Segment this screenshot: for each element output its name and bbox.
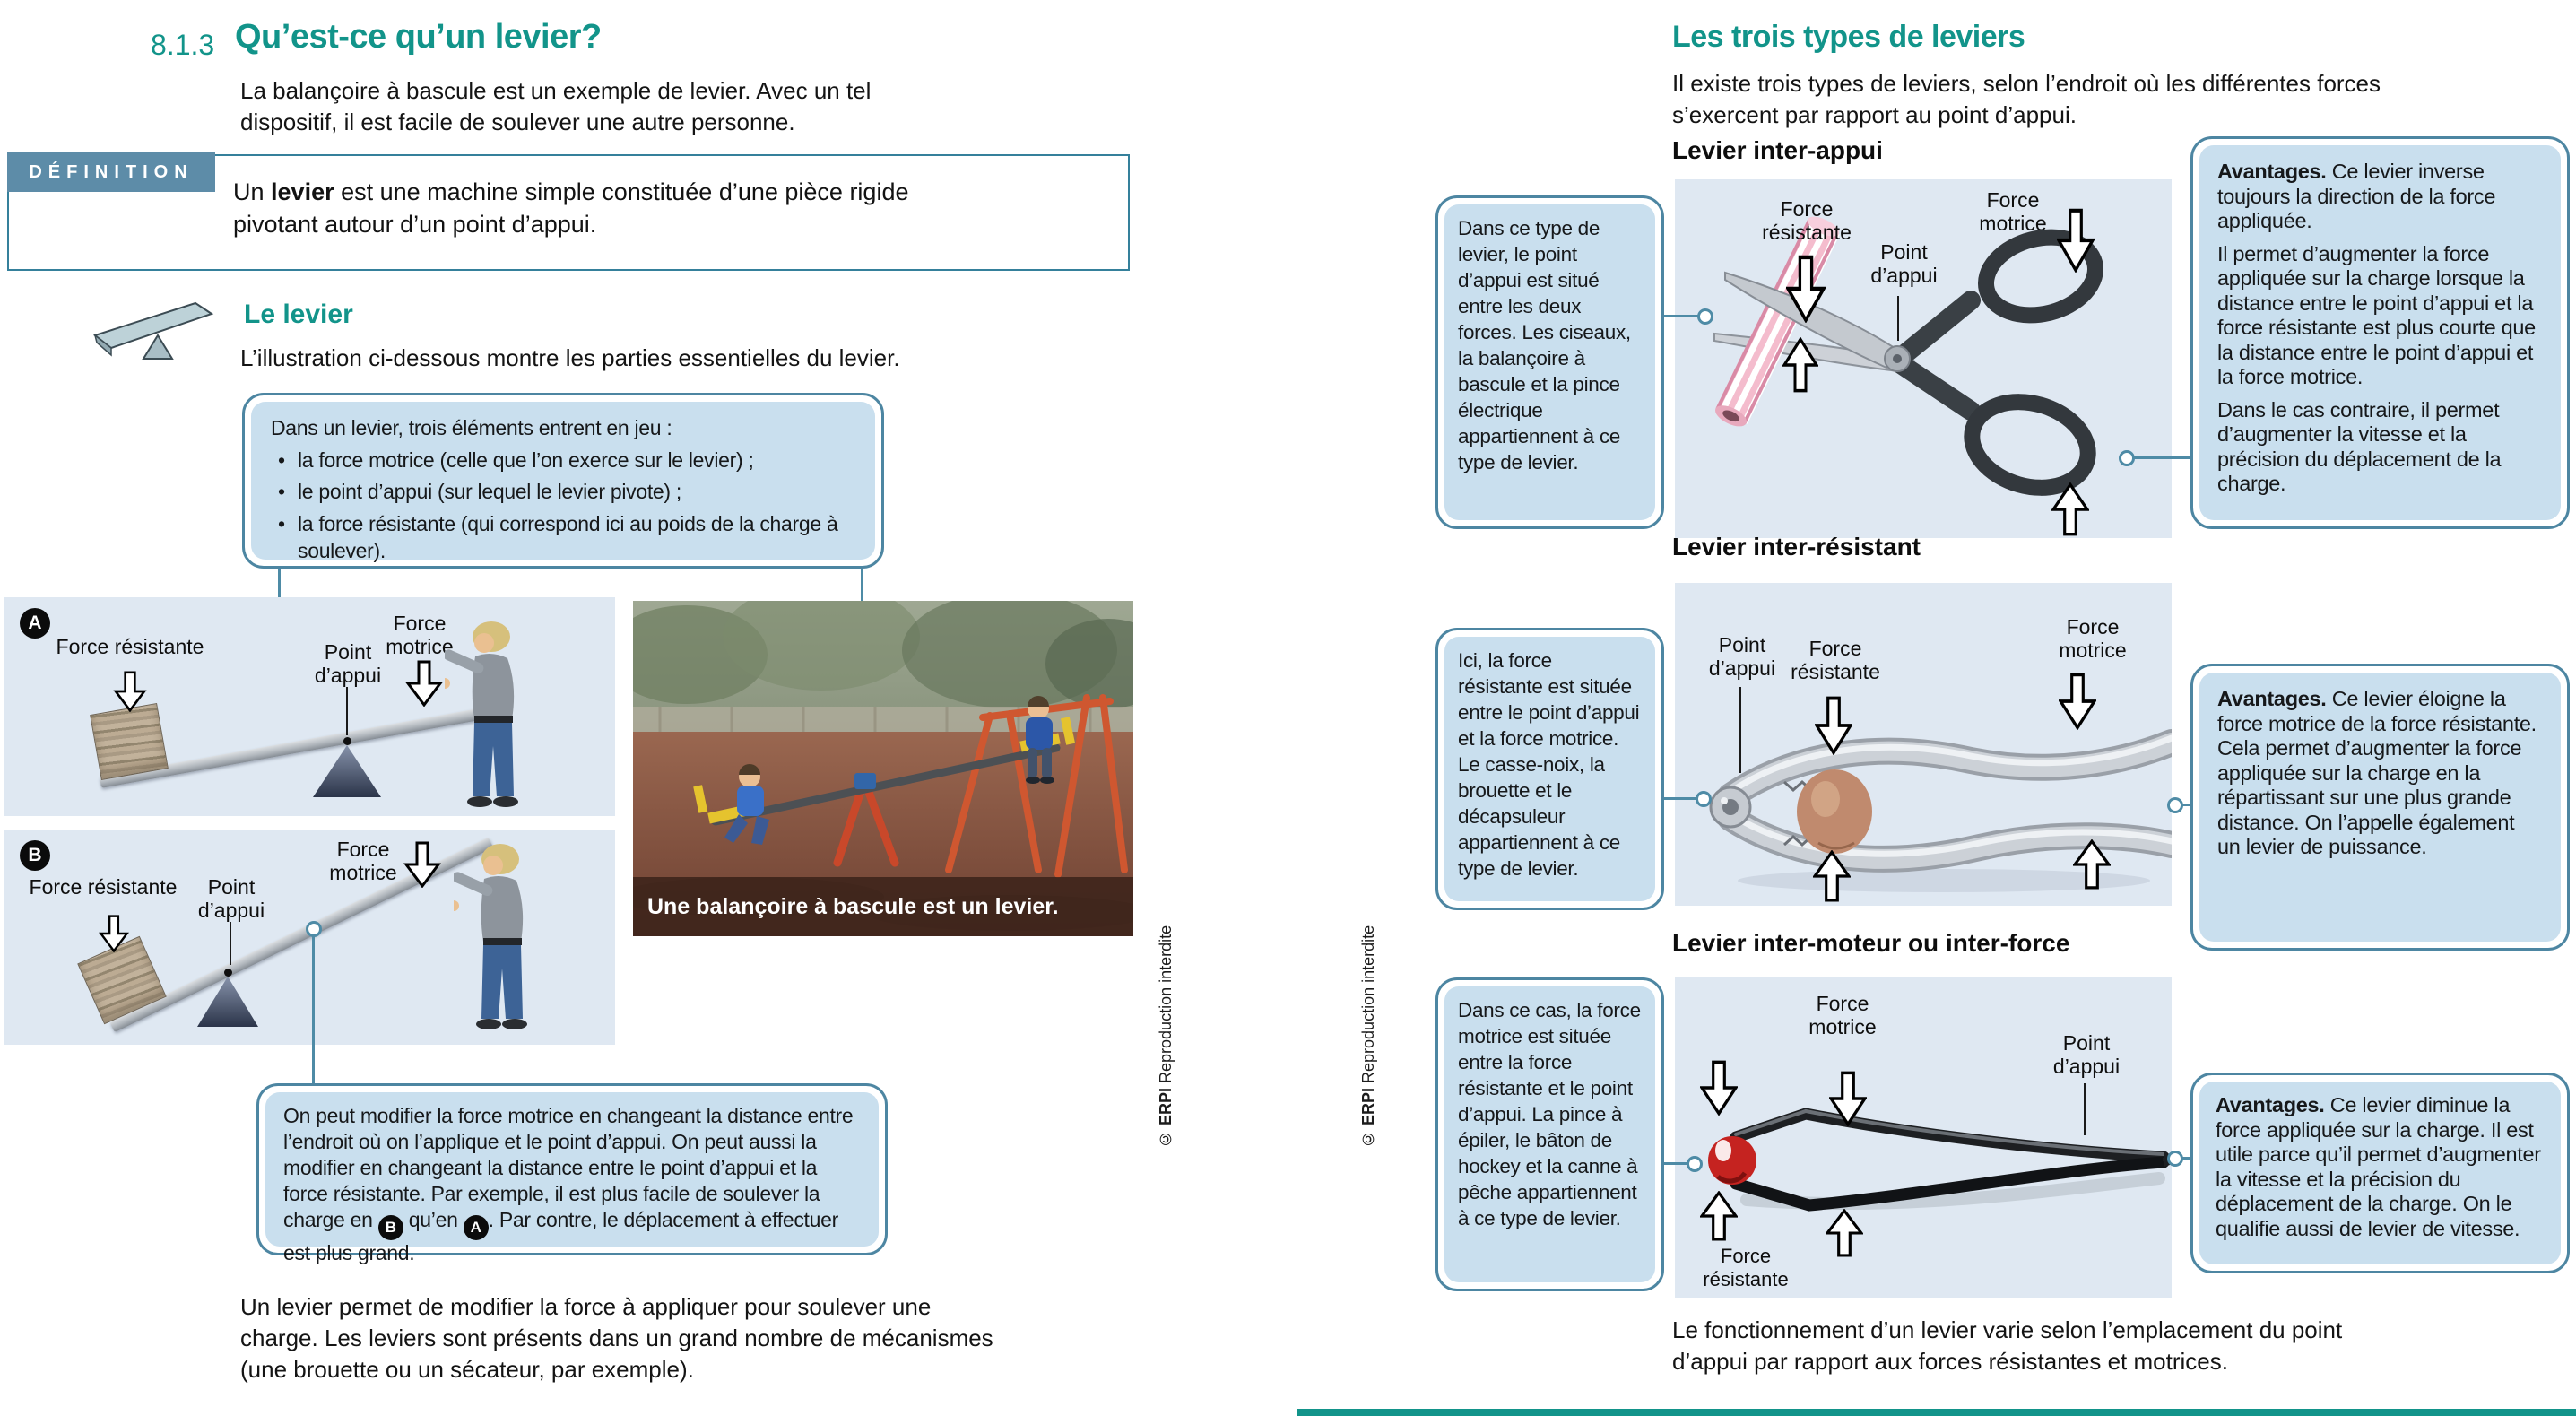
- lever-description-box: Dans ce type de levier, le point d’appui est situé entre les deux forces. Les ciseaux, la balançoire à bascule et la pince électrique appartiennent à ce type de levier.: [1435, 195, 1664, 529]
- force-motrice-label: Force motrice: [2059, 615, 2127, 662]
- point-appui-label: Point d’appui: [2052, 1031, 2121, 1078]
- right-page-heading: Les trois types de leviers: [1672, 20, 2025, 54]
- elements-box: [242, 393, 884, 569]
- connector-ring: [2167, 1151, 2183, 1167]
- lever-description-box: Dans ce cas, la force motrice est située entre la force résistante et le point d’appui. La pince à épiler, le bâton de hockey et la canne à pêche appartiennent à ce type de levier.: [1435, 977, 1664, 1291]
- pointer-line: [346, 687, 348, 735]
- point-appui-label: Point d’appui: [1870, 240, 1938, 287]
- list-item: • la force motrice (celle que l’on exerce sur le levier) ;: [271, 447, 855, 474]
- connector-ring: [2167, 797, 2183, 813]
- definition-term: levier: [271, 178, 334, 205]
- left-closing-paragraph: Un levier permet de modifier la force à appliquer pour soulever une charge. Les leviers sont présents dans un grand nombre de mécanismes (une brouette ou un sécateur, par exemple).: [240, 1293, 993, 1383]
- force-down-arrow-icon: [2057, 208, 2095, 273]
- force-down-arrow-icon: [1829, 1071, 1867, 1126]
- lever-type-title: Levier inter-appui: [1672, 136, 1883, 164]
- force-up-arrow-icon: [1826, 1209, 1863, 1257]
- right-closing-paragraph: Le fonctionnement d’un levier varie selon l’emplacement du point d’appui par rapport aux forces résistantes et motrices.: [1672, 1316, 2343, 1375]
- point-appui-label: Point d’appui: [1708, 633, 1776, 680]
- connector-ring: [2119, 450, 2135, 466]
- force-up-arrow-icon: [1700, 1191, 1738, 1241]
- pivot-dot: [343, 737, 351, 745]
- lever-description-box: Ici, la force résistante est située entre le point d’appui et la force motrice. Le casse-noix, la brouette et le décapsuleur appartiennent à ce type de levier.: [1435, 628, 1664, 910]
- pointer-line: [1739, 687, 1741, 773]
- definition-text: Un levier est une machine simple constituée d’une pièce rigide pivotant autour d’un point d’appui.: [233, 178, 909, 238]
- pivot-dot: [224, 969, 232, 977]
- section-number: 8.1.3: [151, 29, 215, 61]
- diagram-a-badge: A: [20, 608, 50, 639]
- force-down-arrow-icon: [1700, 1060, 1738, 1116]
- force-up-arrow-icon: [1782, 337, 1818, 393]
- force-up-arrow-icon: [1813, 850, 1851, 902]
- list-item: • la force résistante (qui correspond ici au poids de la charge à soulever).: [271, 510, 855, 565]
- point-appui-label: Point d’appui: [314, 640, 382, 687]
- force-down-arrow-icon: [111, 671, 149, 712]
- point-appui-label: Point d’appui: [197, 875, 265, 922]
- inline-badge-a: A: [464, 1215, 489, 1240]
- inline-badge-b: B: [378, 1215, 403, 1240]
- connector-ring: [1697, 308, 1713, 325]
- connector-line: [1664, 1162, 1687, 1165]
- advantages-label: Avantages.: [2217, 687, 2327, 710]
- advantages-box: Avantages. Ce levier inverse toujours la direction de la force appliquée. Il permet d’augmenter la force appliquée sur la charge lorsque la distance entre le point d’appui et la force résistante est plus courte que la distance entre le point d’appui et la force motrice. Dans le cas contraire, il permet d’augmenter la vitesse et la précision du déplacement de la charge.: [2190, 136, 2570, 529]
- right-intro-paragraph: Il existe trois types de leviers, selon l’endroit où les différentes forces s’exercent par rapport au point d’appui.: [1672, 70, 2381, 128]
- force-up-arrow-icon: [2051, 482, 2089, 536]
- pointer-line: [230, 922, 231, 965]
- advantages-label: Avantages.: [2216, 1093, 2325, 1116]
- copyright-notice: © ERPI Reproduction interdite: [1359, 925, 1377, 1148]
- connector-line: [312, 936, 315, 1083]
- definition-tab: DÉFINITION: [7, 152, 215, 192]
- lever-heading: Le levier: [244, 300, 353, 329]
- connector-ring: [1687, 1156, 1703, 1172]
- photo-caption: Une balançoire à bascule est un levier.: [633, 877, 1133, 936]
- force-down-arrow-icon: [95, 915, 133, 952]
- person-figure: [445, 619, 543, 812]
- modify-box: On peut modifier la force motrice en changeant la distance entre l’endroit où on l’applique et le point d’appui. On peut aussi la modifier en changeant la distance entre le point d’appui et la force résistante. Par exemple, il est plus facile de soulever la charge en B qu’en A . Par contre, le déplacement à effectuer est plus grand.: [256, 1083, 888, 1255]
- connector-line: [2182, 1157, 2190, 1160]
- person-figure: [454, 841, 552, 1034]
- force-down-arrow-icon: [2059, 673, 2096, 730]
- force-resistante-label: Force résistante: [1762, 197, 1852, 244]
- force-down-arrow-icon: [1815, 696, 1852, 755]
- pointer-line: [2084, 1083, 2086, 1135]
- advantages-label: Avantages.: [2217, 160, 2327, 183]
- load-block: [90, 703, 169, 780]
- connector-ring: [306, 921, 322, 937]
- advantages-box: Avantages. Ce levier diminue la force appliquée sur la charge. Il est utile parce qu’il permet d’augmenter la vitesse et la précision du déplacement de la charge. On le qualifie aussi de levier de vitesse.: [2190, 1073, 2570, 1273]
- connector-line: [1664, 797, 1696, 800]
- force-motrice-label: Force motrice: [386, 612, 454, 658]
- connector-line: [1664, 315, 1698, 317]
- force-motrice-label: Force motrice: [1808, 992, 1877, 1038]
- force-up-arrow-icon: [2073, 839, 2111, 890]
- lever-subtitle: L’illustration ci-dessous montre les parties essentielles du levier.: [240, 344, 900, 371]
- lever-type-title: Levier inter-moteur ou inter-force: [1672, 929, 2070, 957]
- force-down-arrow-icon: [405, 660, 443, 707]
- force-resistante-label: Force résistante: [1703, 1245, 1789, 1290]
- force-down-arrow-icon: [403, 841, 441, 888]
- elements-list: [271, 447, 855, 565]
- intro-paragraph: La balançoire à bascule est un exemple de levier. Avec un tel dispositif, il est facile de soulever une autre personne.: [240, 77, 872, 135]
- force-motrice-label: Force motrice: [1979, 188, 2047, 235]
- force-down-arrow-icon: [1786, 255, 1826, 323]
- force-resistante-label: Force résistante: [1791, 637, 1880, 683]
- lever-type-title: Levier inter-résistant: [1672, 533, 1921, 560]
- pointer-line: [1897, 296, 1899, 341]
- connector-line: [2134, 456, 2190, 459]
- force-resistante-label: Force résistante: [29, 875, 178, 899]
- diagram-b-badge: B: [20, 840, 50, 871]
- force-motrice-label: Force motrice: [329, 838, 397, 884]
- elements-intro: Dans un levier, trois éléments entrent en jeu :: [271, 416, 672, 439]
- footer-accent-bar: [1297, 1409, 2576, 1416]
- force-resistante-label: Force résistante: [56, 635, 204, 658]
- connector-ring: [1696, 791, 1712, 807]
- page-title: Qu’est-ce qu’un levier?: [235, 18, 602, 56]
- list-item: • le point d’appui (sur lequel le levier pivote) ;: [271, 478, 855, 506]
- copyright-notice: © ERPI Reproduction interdite: [1157, 925, 1175, 1148]
- lever-icon: [90, 291, 224, 368]
- connector-line: [2182, 804, 2190, 806]
- advantages-box: Avantages. Ce levier éloigne la force motrice de la force résistante. Cela permet d’augmenter la force appliquée sur la charge en la répartissant sur une plus grande distance. On l’appelle également un levier de puissance.: [2190, 664, 2570, 951]
